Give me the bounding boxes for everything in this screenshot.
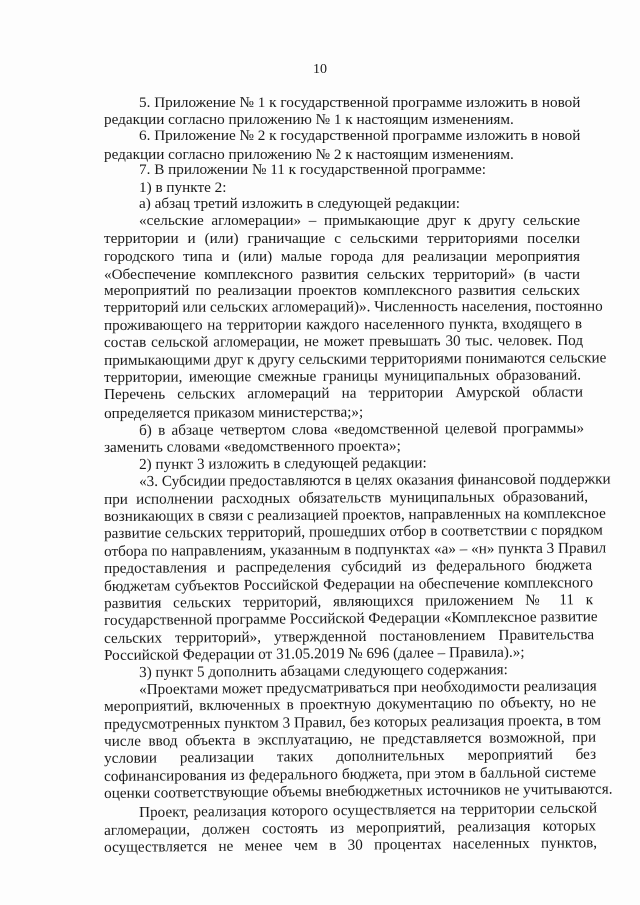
text-line: агломерации, должен состоять из мероприятий, реализация которых: [103, 817, 597, 839]
text-line: мероприятий по реализации проектов комплексного развития сельских: [104, 282, 580, 299]
text-line: мероприятий, включенных в проектную документацию по объекту, но не: [103, 694, 597, 716]
text-line: редакции согласно приложению № 1 к настоящим изменениям.: [104, 110, 514, 128]
text-line: проживающего на территории каждого населенного пункта, входящего в: [103, 315, 583, 334]
text-line: отбора по направлениям, указанным в подпунктах «а» – «н» пункта 3 Правил: [103, 539, 607, 560]
text-line: 2) пункт 3 изложить в следующей редакции:: [138, 454, 427, 473]
text-line: предоставления и распределения субсидий из федерального бюджета: [103, 556, 593, 578]
text-line: 3) пункт 5 дополнить абзацами следующего содержания:: [138, 661, 508, 682]
text-line: предусмотренных пунктом 3 Правил, без которых реализация проекта, в том: [103, 711, 602, 733]
text-line: Проект, реализация которого осуществляется на территории сельской: [138, 799, 598, 821]
text-line: примыкающими друг к другу сельскими территориями понимаются сельские: [103, 348, 607, 369]
text-line: 1) в пункте 2:: [139, 178, 227, 196]
text-line: возникающих в связи с реализацией проектов, направленных на комплексное: [103, 504, 606, 525]
text-line: условии реализации таких дополнительных мероприятий без: [103, 746, 597, 768]
text-line: территорий или сельских агломераций)». Численность населения, постоянно: [103, 298, 603, 317]
page-number: 10: [313, 62, 327, 77]
text-line: при исполнении расходных обязательств муниципальных образований,: [103, 487, 589, 508]
text-line: состав сельской агломерации, не может превышать 30 тыс. человек. Под: [103, 332, 584, 352]
text-line: заменить словами «ведомственного проекта»;: [103, 437, 401, 457]
text-line: территории и (или) граничащие с сельскими территориями поселки: [104, 229, 580, 247]
text-line: «Обеспечение комплексного развития сельских территорий» (в части: [104, 265, 580, 283]
text-line: осуществляется не менее чем в 30 процентах населенных пунктов,: [103, 834, 598, 857]
text-line: государственной программе Российской Федерации «Комплексное развитие: [103, 608, 598, 630]
text-line: развития сельских территорий, являющихся приложением № 11 к: [103, 591, 594, 612]
text-line: Перечень сельских агломераций на территории Амурской области: [103, 383, 584, 404]
text-line: числе ввод объекта в эксплуатацию, не представляется возможной, при: [103, 728, 597, 751]
text-line: 7. В приложении № 11 к государственной программе:: [139, 161, 486, 179]
text-line: 6. Приложение № 2 к государственной программе изложить в новой: [139, 127, 581, 145]
text-line: 5. Приложение № 1 к государственной программе изложить в новой: [139, 93, 581, 111]
text-line: редакции согласно приложению № 2 к настоящим изменениям.: [104, 145, 514, 163]
text-line: оценки соответствующие объемы внебюджетных источников не учитываются.: [103, 780, 613, 803]
text-line: «Проектами может предусматриваться при необходимости реализация: [138, 677, 597, 698]
text-line: софинансирования из федерального бюджета, при этом в балльной системе: [103, 763, 597, 785]
text-line: «3. Субсидии предоставляются в целях оказания финансовой поддержки: [138, 470, 611, 491]
text-line: определяется приказом министерства;»;: [103, 403, 364, 422]
text-line: «сельские агломерации» – примыкающие друг к другу сельские: [139, 212, 580, 230]
text-line: а) абзац третий изложить в следующей редакции:: [139, 195, 460, 213]
text-line: бюджетам субъектов Российской Федерации на обеспечение комплексного: [103, 573, 594, 595]
text-line: б) в абзаце четвертом слова «ведомственной целевой программы»: [138, 419, 585, 439]
text-line: городского типа и (или) малые города для реализации мероприятия: [104, 248, 580, 266]
text-line: Российской Федерации от 31.05.2019 № 696 (далее – Правила).»;: [103, 643, 525, 665]
text-line: территории, имеющие смежные границы муниципальных образований.: [103, 366, 582, 386]
text-line: развитие сельских территорий, прошедших отбор в соответствии с порядком: [103, 521, 603, 543]
text-line: сельских территорий», утвержденной постановлением Правительства: [103, 625, 595, 647]
